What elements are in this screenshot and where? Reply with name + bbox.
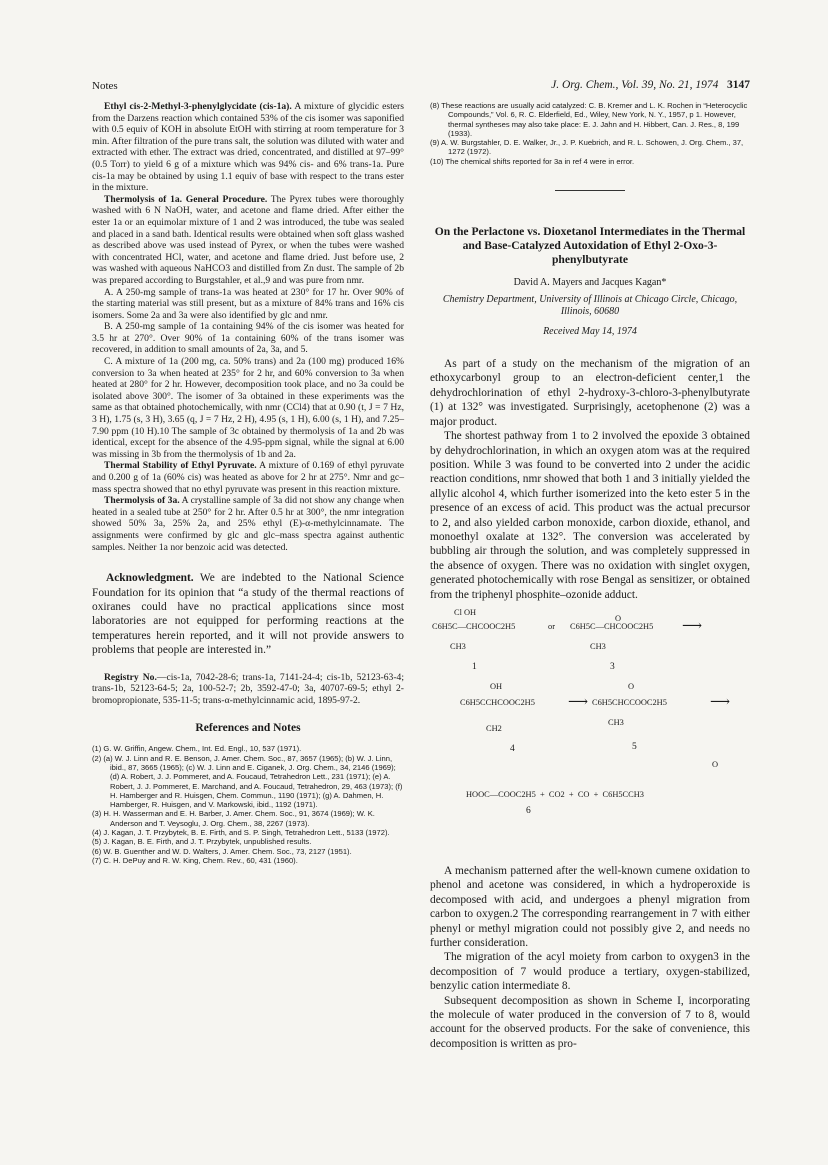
registry-numbers xyxy=(92,672,404,707)
scheme-compound3-formula: C6H5C—CHCOOC2H5 xyxy=(570,621,654,631)
running-header-left: Notes xyxy=(92,80,118,92)
scheme-or: or xyxy=(548,621,555,631)
scheme-products-formula: HOOC—COOC2H5 + CO2 + CO + C6H5CCH3 xyxy=(466,789,644,799)
scheme-compound3-epoxide-o: O xyxy=(615,613,622,623)
body-paragraph: As part of a study on the mechanism of the migration of an ethoxycarbonyl group to an electron-deficient center,1 the dehydrochlorination of ethyl 2-hydroxy-3-chloro-3-phenylbutyrate (1) at 132° was investigated. Surprisingly, acetophenone (2) was a major product. xyxy=(430,358,750,428)
acknowledgment-text: We are indebted to the National Science Foundation for its opinion that “a study of the thermal reactions of oxiranes could have no practical applications since most laboratories are not equipped for performing reactions at the temperatures herein reported, and it will not provide answers to problems that people are interested in.” xyxy=(92,572,404,657)
reference-item: (1) G. W. Griffin, Angew. Chem., Int. Ed. Engl., 10, 537 (1971). xyxy=(92,744,302,754)
article-body-top xyxy=(430,357,750,602)
scheme-label-3: 3 xyxy=(610,661,615,672)
body-paragraph: The migration of the acyl moiety from carbon to oxygen3 in the decomposition of 7 would produce a tertiary, oxygen-stabilized, benzylic cation intermediate 8. xyxy=(430,951,750,993)
article-affiliation: Chemistry Department, University of Illinois at Chicago Circle, Chicago, Illinois, 60680 xyxy=(442,294,738,318)
text-thermolysis-general: The Pyrex tubes were thoroughly washed with 6 N NaOH, water, and acetone and flame dried. After either the ester 1a or an equimolar mixture of 1 and 2 was introduced, the tube was sealed and placed in a sand bath. Identical results were obtained when soft glass washed as described above was used instead of Pyrex, or when the tubes were washed with concentrated HCl, water, and acetone and flame dried. Just before use, 2 was washed with aqueous NaHCO3 and distilled from Zn dust. The sample of 2b was prepared according to Burgstahler, et al.,9 and was pure from nmr. xyxy=(92,193,404,286)
reaction-scheme xyxy=(430,608,750,856)
left-column xyxy=(92,101,404,865)
heading-cis-1a: Ethyl cis-2-Methyl-3-phenylglycidate (cis-1a). xyxy=(104,101,292,112)
acknowledgment xyxy=(92,571,404,657)
paragraph-c: C. A mixture of 1a (200 mg, ca. 50% trans) and 2a (100 mg) produced 16% conversion to 3a when heated at 235° for 2 hr, and 60% conversion to 3a when heated at 280° for 2 hr. However, decomposition took place, and no 3a could be isolated above 300°. The isomer of 3a obtained in these experiments was the same as that obtained photochemically, with nmr (CCl4) that at 0.90 (t, J = 7 Hz, 3 H), 1.75 (s, 3 H), 3.65 (q, J = 7 Hz, 2 H), 4.95 (s, 1 H), 6.00 (s, 1 H), and 7.25–7.90 ppm (10 H).10 The sample of 3c obtained by thermolysis of 1a and 2b was identical, except for the absence of the 4.95-ppm signal, while the signal at 6.00 was missing in 3b from the thermolysis of 1b and 2a. xyxy=(92,356,404,460)
scheme-acetophenone-carbonyl: O xyxy=(712,759,719,769)
paragraph-cis-1a xyxy=(92,101,404,194)
heading-thermolysis-3a: Thermolysis of 3a. xyxy=(104,495,180,507)
scheme-arrow: ⟶ xyxy=(710,694,731,710)
page-number: 3147 xyxy=(727,79,750,91)
reference-item: (3) H. H. Wasserman and E. H. Barber, J. Amer. Chem. Soc., 91, 3674 (1969); W. K. Anderson and T. Veysoglu, J. Org. Chem., 38, 2267 (1973). xyxy=(92,809,375,828)
registry-text: —cis-1a, 7042-28-6; trans-1a, 7141-24-4; cis-1b, 52123-63-4; trans-1b, 52123-64-5; 2a, 100-52-7; 2b, 3592-47-0; 3a, 40707-69-5; ethyl 2-bromopropionate, 535-11-5; trans-α-methylcinnamic acid, 1895-97-2. xyxy=(92,671,404,706)
paragraph-thermolysis-general xyxy=(92,194,404,287)
scheme-compound3-methyl: CH3 xyxy=(590,641,606,651)
text-cis-1a: A mixture of glycidic esters from the Darzens reaction which contained 53% of the cis isomer was saponified with 0.5 equiv of KOH in absolute EtOH with stirring at room temperature for 3 min. After filtration of the pure trans salt, the solution was diluted with water and extracted with ether. The extract was dried, concentrated, and distilled at 97–99° (0.5 Torr) to yield 6 g of a mixture which was 94% cis- and 6% trans-1a. Pure cis-1a may be obtained by using 1.1 equiv of base with respect to the trans ester in the mixture. xyxy=(92,101,404,194)
experimental-section xyxy=(92,101,404,553)
scheme-label-4: 4 xyxy=(510,743,515,754)
heading-ethyl-pyruvate: Thermal Stability of Ethyl Pyruvate. xyxy=(104,460,257,472)
body-paragraph: The shortest pathway from 1 to 2 involved the epoxide 3 obtained by dehydrochlorination, in which an oxygen atom was at the required position. While 3 was found to be converted into 2 under the acidic reaction conditions, nmr showed that both 1 and 3 initially yielded the allylic alcohol 4, which further isomerized into the keto ester 5 in the presence of an excess of acid. This product was the actual precursor to 2, and also yielded carbon monoxide, carbon dioxide, ethanol, and monoethyl oxalate at 132°. The conversion was accelerated by bubbling air through the solution, and was completely suppressed in the absence of oxygen. There was no oxidation with singlet oxygen, generated photochemically with rose Bengal as sensitizer, or obtained from the triphenyl phosphite–ozonide adduct. xyxy=(430,430,750,601)
paragraph-a: A. A 250-mg sample of trans-1a was heated at 230° for 17 hr. Over 90% of the starting material was still present, but as a mixture of 84% trans and 16% cis isomers. Some 2a and 3a were also identified by glc and nmr. xyxy=(92,286,404,321)
running-header-right xyxy=(551,79,750,91)
right-column xyxy=(430,101,750,1051)
scheme-arrow: ⟶ xyxy=(568,694,589,710)
journal-citation: J. Org. Chem., Vol. 39, No. 21, 1974 xyxy=(551,79,719,91)
heading-thermolysis-general: Thermolysis of 1a. General Procedure. xyxy=(104,193,268,205)
article-title: On the Perlactone vs. Dioxetanol Intermediates in the Thermal and Base-Catalyzed Autoxidation of Ethyl 2-Oxo-3-phenylbutyrate xyxy=(434,225,746,267)
scheme-compound5-methyl: CH3 xyxy=(608,717,624,727)
scheme-label-6: 6 xyxy=(526,805,531,816)
body-paragraph: Subsequent decomposition as shown in Scheme I, incorporating the molecule of water produced in the conversion of 7 to 8, would account for the observed products. For the sake of convenience, this decomposition is written as pro- xyxy=(430,994,750,1050)
body-paragraph: A mechanism patterned after the well-known cumene oxidation to phenol and acetone was considered, in which a hydroperoxide is decomposed with acid, and undergoes a phenyl migration from carbon to oxygen.2 The corresponding rearrangement in 7 with either phenyl or methyl migration could not possibly give 2, and needs no further consideration. xyxy=(430,864,750,950)
scheme-compound1-substituents: Cl OH xyxy=(454,607,477,617)
scheme-compound5-carbonyl: O xyxy=(628,681,635,691)
text-ethyl-pyruvate: A mixture of 0.169 of ethyl pyruvate and 0.200 g of 1a (60% cis) was heated as above for 2 hr at 275°. Nmr and gc–mass spectra showed that no ethyl pyruvate was present in this reaction mixture. xyxy=(92,460,405,495)
scheme-compound4-hydroxyl: OH xyxy=(490,681,503,691)
reference-item: (2) (a) W. J. Linn and R. E. Benson, J. Amer. Chem. Soc., 87, 3657 (1965); (b) W. J. Linn, ibid., 87, 3665 (1965); (c) W. J. Linn and E. Ciganek, J. Org. Chem., 34, 2146 (1969); (d) A. Robert, J. J. Pommeret, and A. Foucaud, Tetrahedron Lett., 231 (1971); (e) A. Robert, J. J. Pommeret, E. Marchand, and A. Foucaud, Tetrahedron, 29, 463 (1973); (f) H. Hamberger and R. Huisgen, Chem. Commun., 1190 (1971); (g) A. Dahmen, H. Hamberger, R. Huisgen, and V. Markowski, ibid., 1192 (1971). xyxy=(92,753,403,810)
paragraph-thermolysis-3a xyxy=(92,495,404,553)
section-divider xyxy=(555,190,625,191)
reference-item: (4) J. Kagan, J. T. Przybytek, B. E. Firth, and S. P. Singh, Tetrahedron Lett., 5133 (1972). xyxy=(92,828,390,838)
scheme-compound4-methylene: CH2 xyxy=(486,723,502,733)
article-authors: David A. Mayers and Jacques Kagan* xyxy=(513,277,667,289)
reference-item: (6) W. B. Guenther and W. D. Walters, J. Amer. Chem. Soc., 73, 2127 (1951). xyxy=(92,846,352,856)
scheme-arrow: ⟶ xyxy=(682,618,703,634)
received-date: Received May 14, 1974 xyxy=(543,326,637,338)
article-body-bottom xyxy=(430,864,750,1051)
references-heading: References and Notes xyxy=(195,722,301,735)
acknowledgment-heading: Acknowledgment. xyxy=(106,572,194,585)
reference-item: (5) J. Kagan, B. E. Firth, and J. T. Przybytek, unpublished results. xyxy=(92,837,312,847)
references-continued xyxy=(430,101,750,166)
scheme-compound1-formula: C6H5C—CHCOOC2H5 xyxy=(432,621,516,631)
reference-item: (9) A. W. Burgstahler, D. E. Walker, Jr., J. P. Kuebrich, and R. L. Schowen, J. Org. Chem., 37, 1272 (1972). xyxy=(430,138,744,157)
registry-paragraph xyxy=(92,672,404,707)
text-thermolysis-3a: A crystalline sample of 3a did not show any change when heated in a sealed tube at 250° for 2 hr. After 0.5 hr at 300°, the nmr integration showed 50% 3a, 25% 2a, and 25% ethyl (E)-α-methylcinnamate. The assignments were confirmed by glc and glc–mass spectra against authentic samples. Neither 1a nor benzoic acid was detected. xyxy=(92,495,404,553)
registry-heading: Registry No. xyxy=(104,671,157,683)
acknowledgment-paragraph xyxy=(92,571,404,657)
scheme-compound4-formula: C6H5CCHCOOC2H5 xyxy=(460,697,535,707)
scheme-label-1: 1 xyxy=(472,661,477,672)
scheme-label-5: 5 xyxy=(632,741,637,752)
paragraph-b: B. A 250-mg sample of 1a containing 94% of the cis isomer was heated for 3.5 hr at 270°. Over 90% of 1a containing 60% of the trans isomer was recovered, in addition to small amounts of 2a, 3a, and 5. xyxy=(92,321,404,356)
reference-item: (8) These reactions are usually acid catalyzed: C. B. Kremer and L. K. Rochen in “Heterocyclic Compounds,” Vol. 6, R. C. Elderfield, Ed., Wiley, New York, N. Y., 1957, p 1. However, thermal syntheses may also take place: E. J. Jahn and H. Hibbert, Can. J. Res., 8, 199 (1933). xyxy=(430,101,748,138)
scheme-compound1-methyl: CH3 xyxy=(450,641,466,651)
scheme-compound5-formula: C6H5CHCCOOC2H5 xyxy=(592,697,667,707)
reference-item: (10) The chemical shifts reported for 3a in ref 4 were in error. xyxy=(430,156,635,166)
paragraph-ethyl-pyruvate xyxy=(92,460,404,495)
reference-item: (7) C. H. DePuy and R. W. King, Chem. Rev., 60, 431 (1960). xyxy=(92,855,298,865)
references-list xyxy=(92,744,404,865)
